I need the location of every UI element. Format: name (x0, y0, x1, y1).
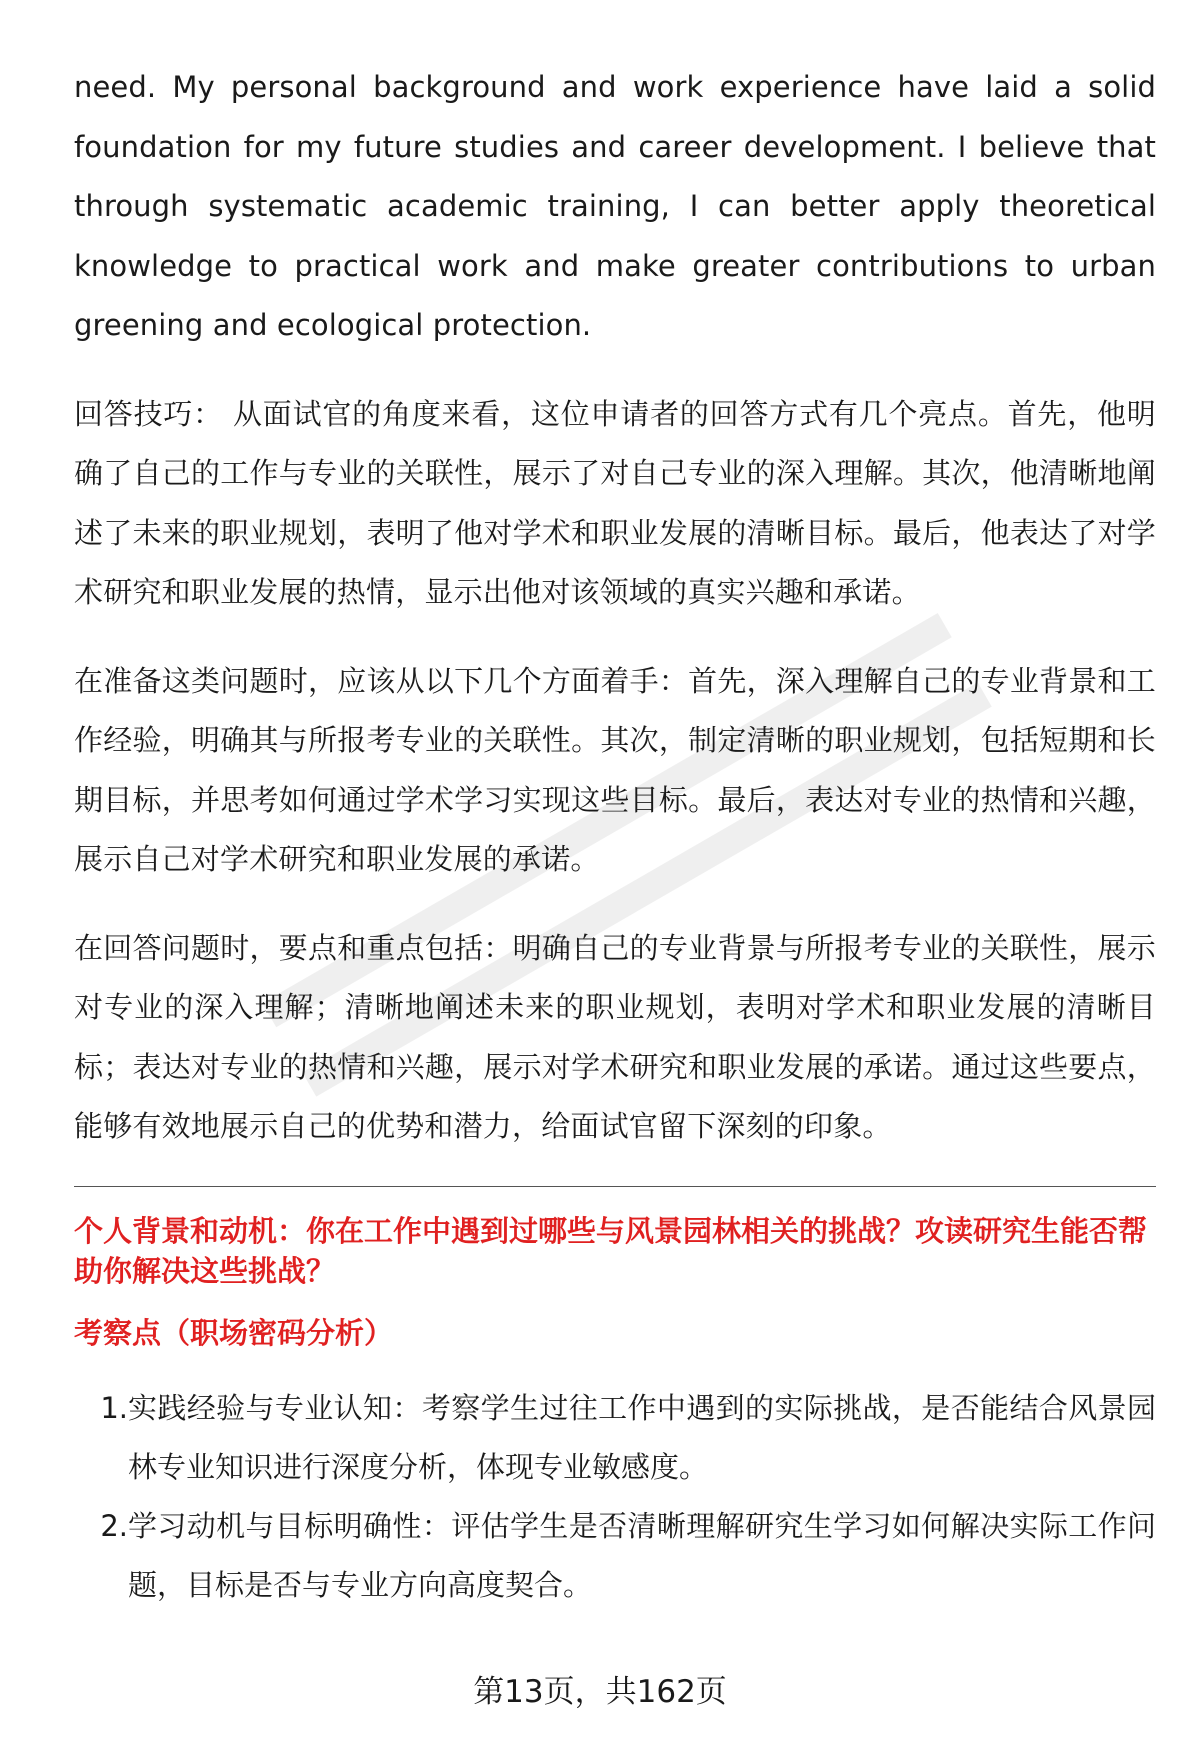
list-item-number: 2. (100, 1508, 128, 1543)
list-item-text: 学习动机与目标明确性：评估学生是否清晰理解研究生学习如何解决实际工作问题，目标是否与专业方向高度契合。 (128, 1508, 1156, 1602)
list-item (74, 1379, 1156, 1497)
list-item-number: 1. (100, 1390, 128, 1425)
list-item (74, 1497, 1156, 1615)
list-item-text: 实践经验与专业认知：考察学生过往工作中遇到的实际挑战，是否能结合风景园林专业知识进行深度分析，体现专业敏感度。 (128, 1390, 1156, 1484)
paragraph-answer-ending: need. My personal background and work experience have laid a solid foundation for my future studies and career development. I believe that through systematic academic training, I can better apply theoretical knowledge to practical work and make greater contributions to urban greening and ecological protection. (74, 70, 1156, 342)
page-number-footer: 第13页，共162页 (473, 1674, 727, 1710)
question-heading: 个人背景和动机：你在工作中遇到过哪些与风景园林相关的挑战？攻读研究生能否帮助你解决这些挑战？ (74, 1213, 1148, 1288)
assessment-subheading: 考察点（职场密码分析） (74, 1315, 394, 1350)
paragraph-answer-tips: 回答技巧： 从面试官的角度来看，这位申请者的回答方式有几个亮点。首先，他明确了自己的工作与专业的关联性，展示了对自己专业的深入理解。其次，他清晰地阐述了未来的职业规划，表明了他对学术和职业发展的清晰目标。最后，他表达了对学术研究和职业发展的热情，显示出他对该领域的真实兴趣和承诺。 (74, 396, 1156, 609)
assessment-list (74, 1379, 1156, 1615)
paragraph-preparation: 在准备这类问题时，应该从以下几个方面着手：首先，深入理解自己的专业背景和工作经验，明确其与所报考专业的关联性。其次，制定清晰的职业规划，包括短期和长期目标，并思考如何通过学术学习实现这些目标。最后，表达对专业的热情和兴趣，展示自己对学术研究和职业发展的承诺。 (74, 663, 1156, 876)
section-divider (74, 1186, 1156, 1187)
paragraph-key-points: 在回答问题时，要点和重点包括：明确自己的专业背景与所报考专业的关联性，展示对专业的深入理解；清晰地阐述未来的职业规划，表明对学术和职业发展的清晰目标；表达对专业的热情和兴趣，展示对学术研究和职业发展的承诺。通过这些要点，能够有效地展示自己的优势和潜力，给面试官留下深刻的印象。 (74, 930, 1156, 1143)
document-page (74, 58, 1156, 1615)
